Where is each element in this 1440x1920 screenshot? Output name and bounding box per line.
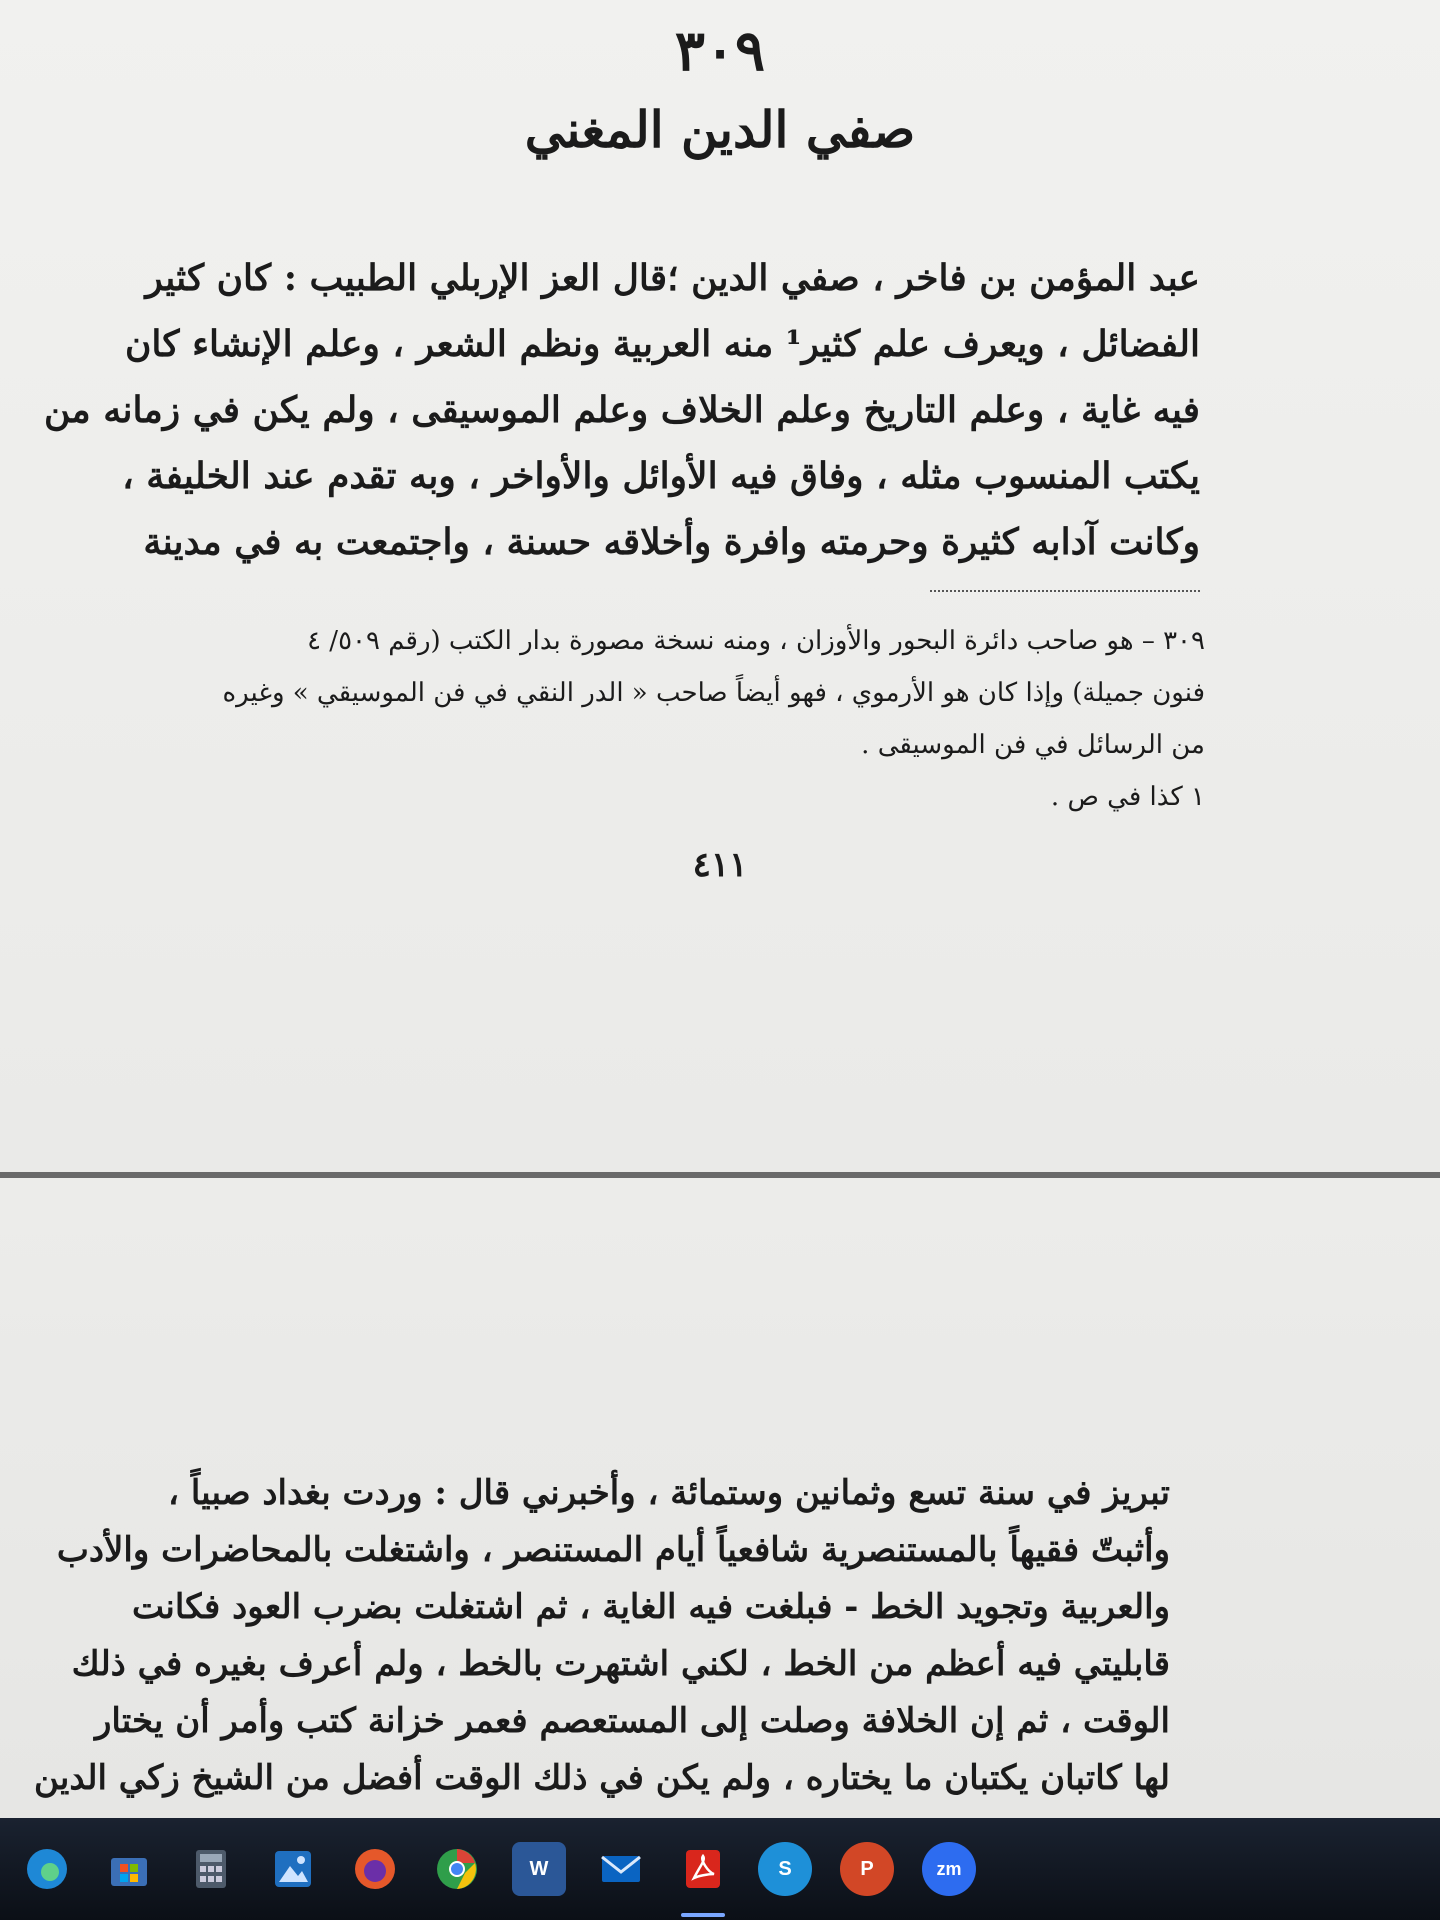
word-icon[interactable]: W (512, 1842, 566, 1896)
entry-body-continued (33, 1465, 1170, 1807)
footnote-divider (930, 590, 1200, 592)
entry-title: صفي الدين المغني (524, 100, 916, 159)
entry-number: ٣٠٩ (674, 18, 766, 84)
body-line: الوقت ، ثم إن الخلافة وصلت إلى المستعصم فعمر خزانة كتب وأمر أن يختار (94, 1701, 1170, 1741)
body-line: تبريز في سنة تسع وثمانين وستمائة ، وأخبرني قال : وردت بغداد صبياً ، (168, 1473, 1170, 1513)
body-line: عبد المؤمن بن فاخر ، صفي الدين ؛قال العز الإربلي الطبيب : كان كثير (145, 257, 1200, 299)
footnote-line: فنون جميلة) وإذا كان هو الأرموي ، فهو أيضاً صاحب « الدر النقي في فن الموسيقي » وغيره (222, 678, 1205, 708)
firefox-icon[interactable] (348, 1842, 402, 1896)
chrome-icon[interactable] (430, 1842, 484, 1896)
store-icon[interactable] (102, 1842, 156, 1896)
body-line: قابليتي فيه أعظم من الخط ، لكني اشتهرت بالخط ، ولم أعرف بغيره في ذلك (71, 1644, 1170, 1684)
acrobat-icon[interactable] (676, 1842, 730, 1896)
body-line: يكتب المنسوب مثله ، وفاق فيه الأوائل والأواخر ، وبه تقدم عند الخليفة ، (122, 455, 1200, 497)
body-line: فيه غاية ، وعلم التاريخ وعلم الخلاف وعلم الموسيقى ، ولم يكن في زمانه من (44, 389, 1200, 431)
body-line: الفضائل ، ويعرف علم كثير¹ منه العربية ونظم الشعر ، وعلم الإنشاء كان (124, 323, 1200, 365)
active-app-indicator (681, 1913, 725, 1917)
mail-icon[interactable] (594, 1842, 648, 1896)
skype-icon[interactable]: S (758, 1842, 812, 1896)
calculator-icon[interactable] (184, 1842, 238, 1896)
body-line: لها كاتبان يكتبان ما يختاره ، ولم يكن في ذلك الوقت أفضل من الشيخ زكي الدين (33, 1758, 1170, 1798)
page-number: ٤١١ (692, 845, 748, 885)
footnote-line: ٣٠٩ – هو صاحب دائرة البحور والأوزان ، ومنه نسخة مصورة بدار الكتب (رقم ٥٠٩/ ٤ (307, 626, 1205, 656)
footnote-line: من الرسائل في فن الموسيقى . (861, 730, 1205, 760)
entry-body (44, 245, 1200, 575)
zoom-icon[interactable]: zm (922, 1842, 976, 1896)
edge-icon[interactable] (20, 1842, 74, 1896)
powerpoint-icon[interactable]: P (840, 1842, 894, 1896)
footnote-line: ١ كذا في ص . (1050, 782, 1205, 812)
body-line: والعربية وتجويد الخط - فبلغت فيه الغاية ، ثم اشتغلت بضرب العود فكانت (132, 1587, 1170, 1627)
taskbar (0, 1818, 1440, 1920)
body-line: وأثبتّ فقيهاً بالمستنصرية شافعياً أيام المستنصر ، واشتغلت بالمحاضرات والأدب (56, 1530, 1170, 1570)
body-line: وكانت آدابه كثيرة وحرمته وافرة وأخلاقه حسنة ، واجتمعت به في مدينة (143, 521, 1200, 563)
photos-icon[interactable] (266, 1842, 320, 1896)
footnotes (222, 615, 1205, 823)
